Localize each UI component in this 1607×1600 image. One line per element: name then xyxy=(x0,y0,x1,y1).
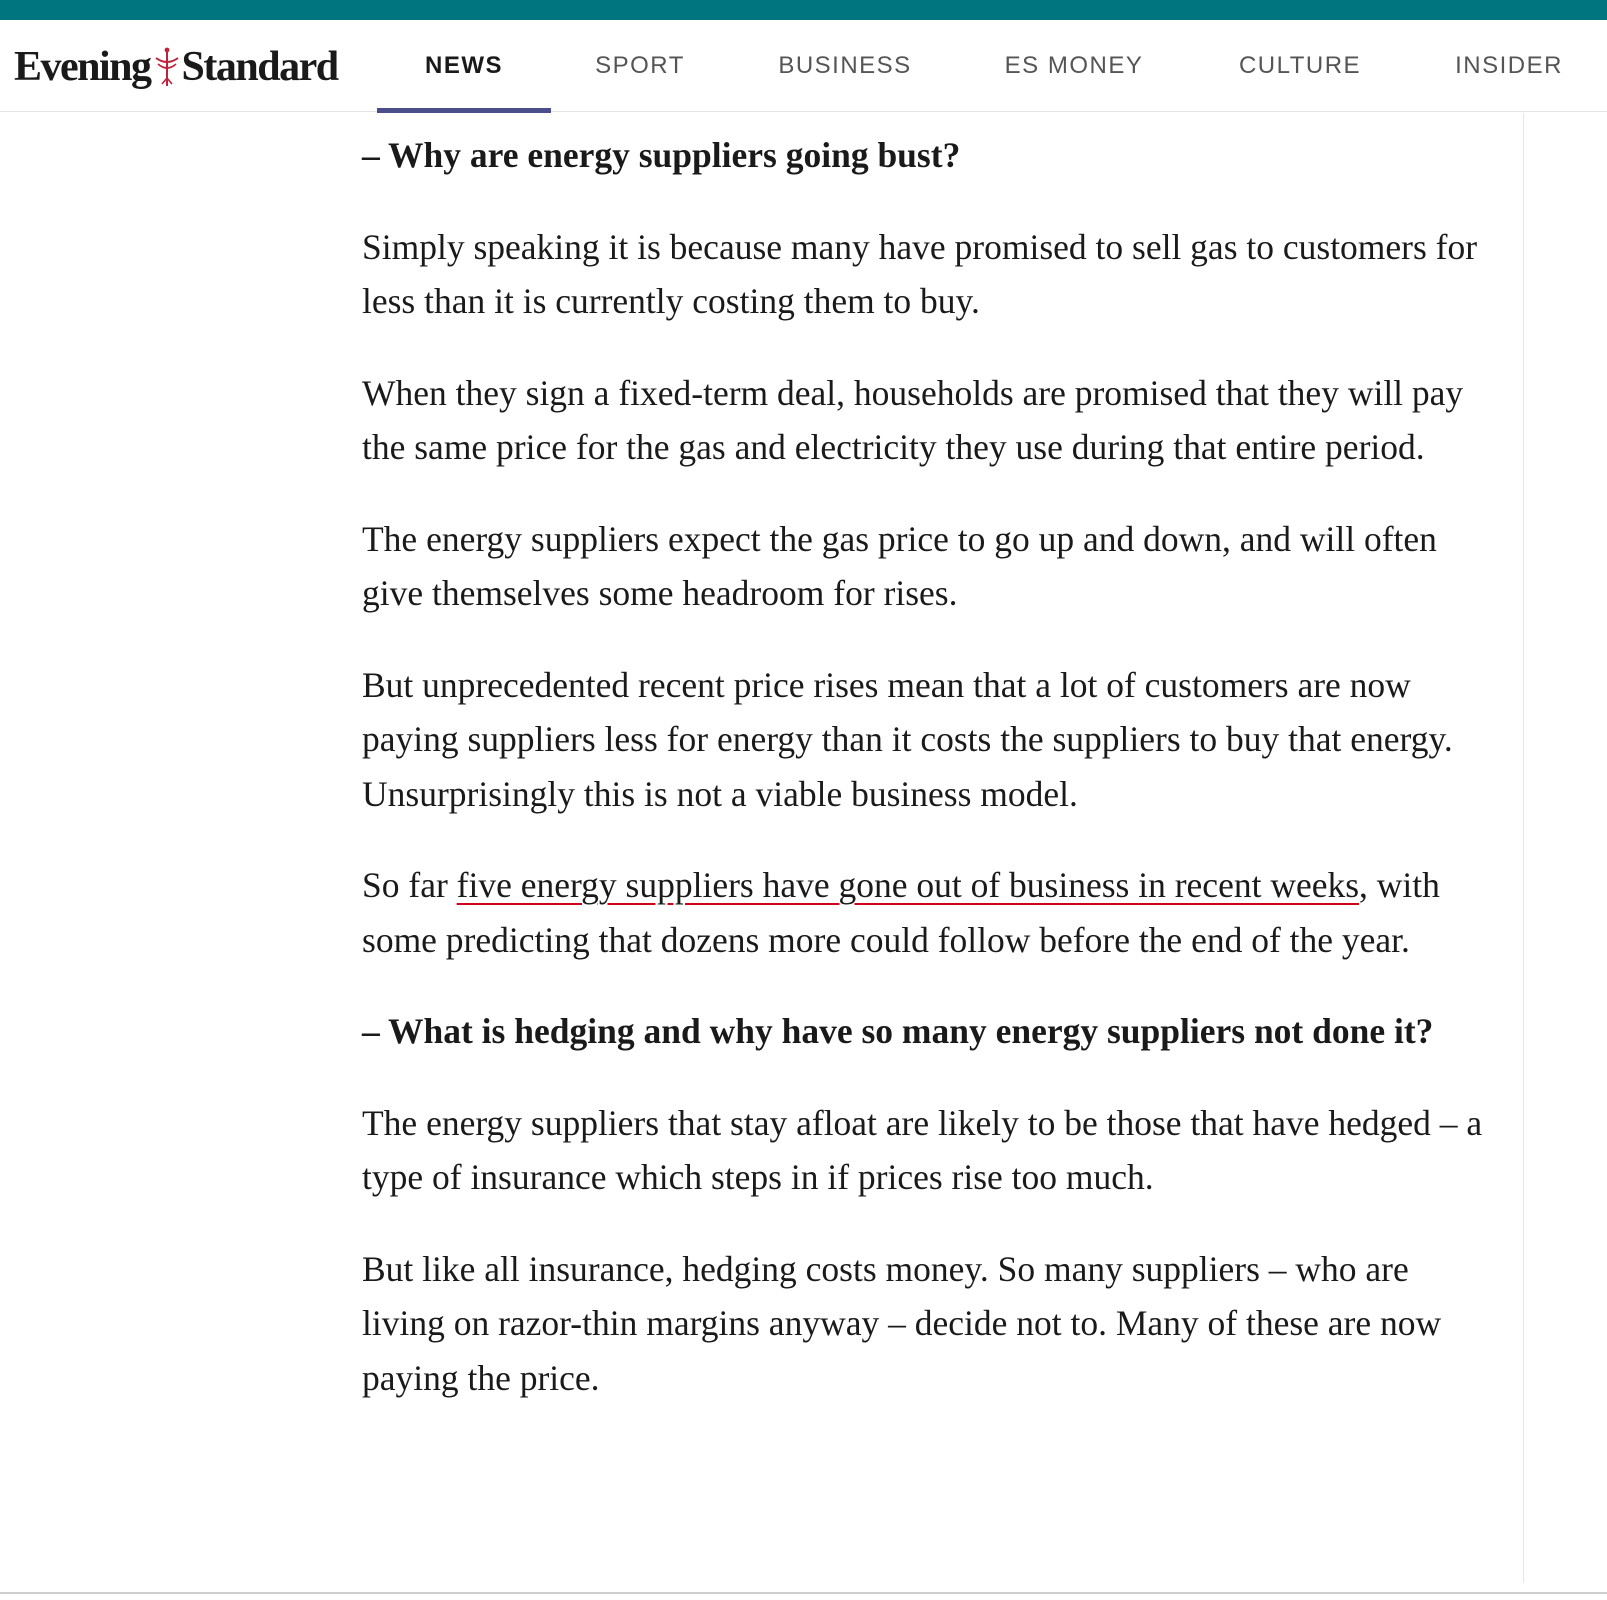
right-column-divider xyxy=(1523,113,1524,1583)
logo-text-evening: Evening xyxy=(14,44,151,90)
article-paragraph: But unprecedented recent price rises mean that a lot of customers are now paying suppliers less for energy than it costs the suppliers to buy that energy. Unsurprisingly this is not a viable business model. xyxy=(362,664,1453,814)
article-paragraph: The energy suppliers that stay afloat are likely to be those that have hedged – a type of insurance which steps in if prices rise too much. xyxy=(362,1102,1483,1197)
nav-item-news[interactable]: NEWS xyxy=(377,20,551,111)
nav-item-business[interactable]: BUSINESS xyxy=(778,51,912,79)
nav-item-es-money[interactable]: ES MONEY xyxy=(1004,51,1144,79)
article-paragraph: When they sign a fixed-term deal, households are promised that they will pay the same price for the gas and electricity they use during that entire period. xyxy=(362,372,1464,467)
nav-item-culture[interactable]: CULTURE xyxy=(1238,51,1362,79)
top-accent-bar xyxy=(0,0,1607,20)
article-subheading: – What is hedging and why have so many energy suppliers not done it? xyxy=(362,1011,1434,1051)
paragraph-text: So far xyxy=(362,865,457,905)
article-paragraph xyxy=(362,858,1492,967)
site-header xyxy=(0,20,1607,112)
nav-item-insider[interactable]: INSIDER xyxy=(1455,51,1563,79)
article-paragraph: But like all insurance, hedging costs money. So many suppliers – who are living on razor-thin margins anyway – decide not to. Many of these are now paying the price. xyxy=(362,1248,1442,1398)
suppliers-bust-link[interactable]: five energy suppliers have gone out of business in recent weeks xyxy=(456,865,1360,905)
article-paragraph: The energy suppliers expect the gas price to go up and down, and will often give themselves some headroom for rises. xyxy=(362,518,1437,613)
article-body xyxy=(362,128,1492,1442)
main-navigation xyxy=(0,20,1607,111)
logo-text-standard: Standard xyxy=(181,44,338,90)
paragraph-text: , with some predicting that dozens more could follow before the end of the year. xyxy=(362,865,1440,960)
article-paragraph: Simply speaking it is because many have promised to sell gas to customers for less than it is currently costing them to buy. xyxy=(362,226,1478,321)
nav-item-sport[interactable]: SPORT xyxy=(595,51,685,79)
article-subheading: – Why are energy suppliers going bust? xyxy=(362,135,961,175)
bottom-divider xyxy=(0,1592,1607,1594)
